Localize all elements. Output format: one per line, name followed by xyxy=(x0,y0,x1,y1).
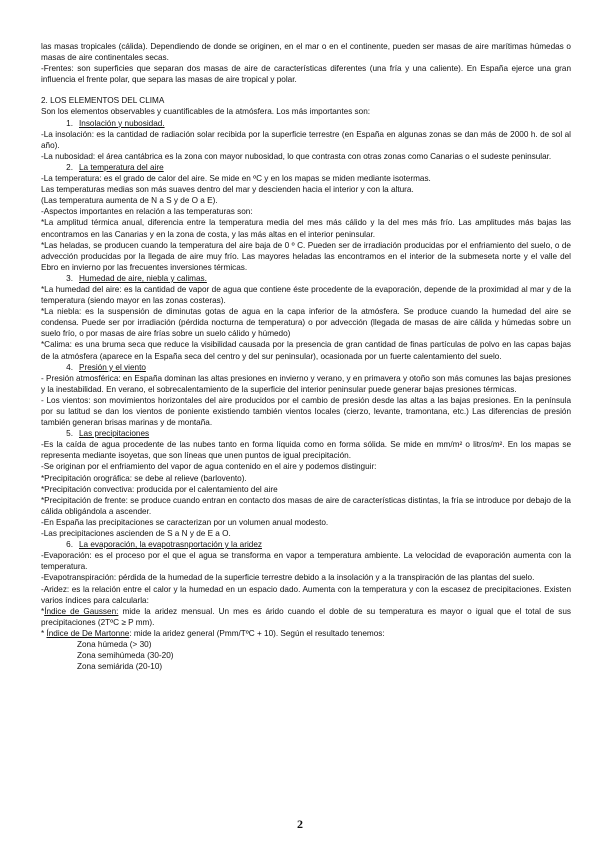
index-text: mide la aridez mensual. Un mes es árido cuando el doble de su temperatura es mayor o igual que el total de sus precipitaciones (2TºC ≥ P mm). xyxy=(41,606,571,627)
subsection-title: Las precipitaciones xyxy=(79,429,150,439)
list-item: Zona húmeda (> 30) xyxy=(77,639,152,649)
subsection-number: 5. xyxy=(66,429,73,439)
paragraph: *La humedad del aire: es la cantidad de vapor de agua que contiene éste procedente de la evaporación, depende de la proximidad al mar y de la temperatura (siendo mayor en las zonas costeras). xyxy=(41,284,571,306)
subsection-heading xyxy=(41,162,571,173)
paragraph: (Las temperatura aumenta de N a S y de O a E). xyxy=(41,196,218,206)
subsection-title: Presión y el viento xyxy=(79,362,146,372)
paragraph: - Presión atmosférica: en España dominan las altas presiones en invierno y verano, y en primavera y otoño son más comunes las bajas presiones y la inestabilidad. En verano, el sobrecalentamiento de la superficie del interior peninsular puede generar bajas presiones térmicas. xyxy=(41,373,571,394)
paragraph: -Las precipitaciones ascienden de S a N y de E a O. xyxy=(41,529,231,539)
paragraph: -La nubosidad: el área cantábrica es la zona con mayor nubosidad, lo que contrasta con otras zonas como Canarias o el sudeste peninsular. xyxy=(41,151,552,161)
section-heading: 2. LOS ELEMENTOS DEL CLIMA xyxy=(41,96,165,106)
paragraph: -La insolación: es la cantidad de radiación solar recibida por la superficie terrestre (en España en algunas zonas se dan más de 2000 h. de sol al año). xyxy=(41,129,571,150)
list-item: Zona semiárida (20-10) xyxy=(77,662,163,672)
subsection-title: Humedad de aire, niebla y calimas. xyxy=(79,273,207,283)
paragraph: *Calima: es una bruma seca que reduce la visibilidad causada por la presencia de gran cantidad de finas partículas de polvo en las capas bajas de la atmósfera (aparece en la España seca del centro y del sur peninsular), ocasionada por un fuerte calentamiento del suelo. xyxy=(41,340,571,361)
subsection-heading xyxy=(41,428,571,439)
paragraph: -En España las precipitaciones se caracterizan por un volumen anual modesto. xyxy=(41,517,329,527)
paragraph: * Índice de De Martonne: mide la aridez general (Pmm/TºC + 10). Según el resultado tenemos: xyxy=(41,628,385,638)
paragraph: -Se originan por el enfriamiento del vapor de agua contenido en el aire y podemos distinguir: xyxy=(41,462,377,472)
subsection-number: 2. xyxy=(66,162,73,172)
paragraph: *La amplitud térmica anual, diferencia entre la temperatura media del mes más cálido y la del mes más frío. Las amplitudes más bajas las encontramos en las Canarias y en la zona de costa, y las más altas en el interior peninsular. xyxy=(41,218,571,239)
subsection-number: 3. xyxy=(66,273,73,283)
subsection-heading xyxy=(41,539,571,550)
paragraph: -Evaporación: es el proceso por el que el agua se transforma en vapor a temperatura ambiente. La velocidad de evaporación aumenta con la temperatura. xyxy=(41,551,571,572)
subsection-title: Insolación y nubosidad. xyxy=(79,118,165,128)
paragraph: -La temperatura: es el grado de calor del aire. Se mide en ºC y en los mapas se miden mediante isotermas. xyxy=(41,174,431,184)
paragraph: -Aridez: es la relación entre el calor y la humedad en un espacio dado. Aumenta con la temperatura y con la escasez de precipitaciones. Existen varios índices para calcularla: xyxy=(41,584,571,605)
paragraph: *Índice de Gaussen: mide la aridez mensual. Un mes es árido cuando el doble de su temperatura es mayor o igual que el total de sus precipitaciones (2TºC ≥ P mm). xyxy=(41,606,571,627)
index-text: : mide la aridez general (Pmm/TºC + 10). Según el resultado tenemos: xyxy=(129,628,385,638)
page-number: 2 xyxy=(297,817,303,831)
subsection-heading xyxy=(41,362,571,373)
subsection-number: 1. xyxy=(66,118,73,128)
paragraph: Son los elementos observables y cuantificables de la atmósfera. Los más importantes son: xyxy=(41,107,371,117)
paragraph: *Precipitación convectiva: producida por el calentamiento del aire xyxy=(41,484,278,494)
subsection-heading xyxy=(41,118,571,129)
subsection-number: 6. xyxy=(66,540,73,550)
spacer xyxy=(41,85,571,95)
paragraph: las masas tropicales (cálida). Dependiendo de donde se originen, en el mar o en el continente, pueden ser masas de aire marítimas húmedas o masas de aire continentales secas. xyxy=(41,42,571,63)
subsection-number: 4. xyxy=(66,362,73,372)
index-label: Índice de De Martonne xyxy=(46,628,130,638)
paragraph: *Precipitación orográfica: se debe al relieve (barlovento). xyxy=(41,473,247,483)
paragraph: *Precipitación de frente: se produce cuando entran en contacto dos masas de aire de características distintas, la fría se introduce por debajo de la cálida obligándola a ascender. xyxy=(41,495,571,516)
list-item: Zona semihúmeda (30-20) xyxy=(77,651,174,661)
subsection-title: La evaporación, la evapotrasnportación y la aridez xyxy=(79,540,262,550)
paragraph: - Los vientos: son movimientos horizontales del aire producidos por el cambio de presión desde las altas a las bajas presiones. En la península por su latitud se dan los vientos de poniente existiendo también vientos locales (cierzo, levante, tramontana, etc.) Las diferencias de presión también generan brisas marinas y de montaña. xyxy=(41,395,571,428)
paragraph: Las temperaturas medias son más suaves dentro del mar y descienden hacia el interior y con la altura. xyxy=(41,185,414,195)
paragraph: -Evapotranspiración: pérdida de la humedad de la superficie terrestre debido a la insolación y a la transpiración de las plantas del suelo. xyxy=(41,573,535,583)
paragraph: -Frentes: son superficies que separan dos masas de aire de características diferentes (una fría y una caliente). En España ejerce una gran influencia el frente polar, que separa las masas de aire tropical y polar. xyxy=(41,64,571,85)
paragraph: *Las heladas, se producen cuando la temperatura del aire baja de 0 º C. Pueden ser de irradiación producidas por el enfriamiento del suelo, o de advección producidas por la llegada de aire muy frío. Las mayores heladas las encontramos en el interior de la submeseta norte y el valle del Ebro en invierno por las frecuentes inversiones térmicas. xyxy=(41,240,571,272)
subsection-heading xyxy=(41,273,571,284)
paragraph: *La niebla: es la suspensión de diminutas gotas de agua en la capa inferior de la atmósfera. Se produce cuando la humedad del aire se condensa. Puede ser por irradiación (pérdida nocturna de temperatura) o por advección (llegada de masas de aire cálida y húmedas sobre un suelo frío, o por masas de aire frías sobre un suelo cálido y húmedo) xyxy=(41,307,571,339)
index-label: Índice de Gaussen: xyxy=(44,606,119,616)
paragraph: -Es la caída de agua procedente de las nubes tanto en forma líquida como en forma sólida. Se mide en mm/m² o litros/m². En los mapas se representa mediante isoyetas, que son líneas que unen puntos de igual precipitación. xyxy=(41,440,571,461)
subsection-title: La temperatura del aire xyxy=(79,162,164,172)
document-body xyxy=(41,41,571,672)
paragraph: -Aspectos importantes en relación a las temperaturas son: xyxy=(41,207,253,217)
